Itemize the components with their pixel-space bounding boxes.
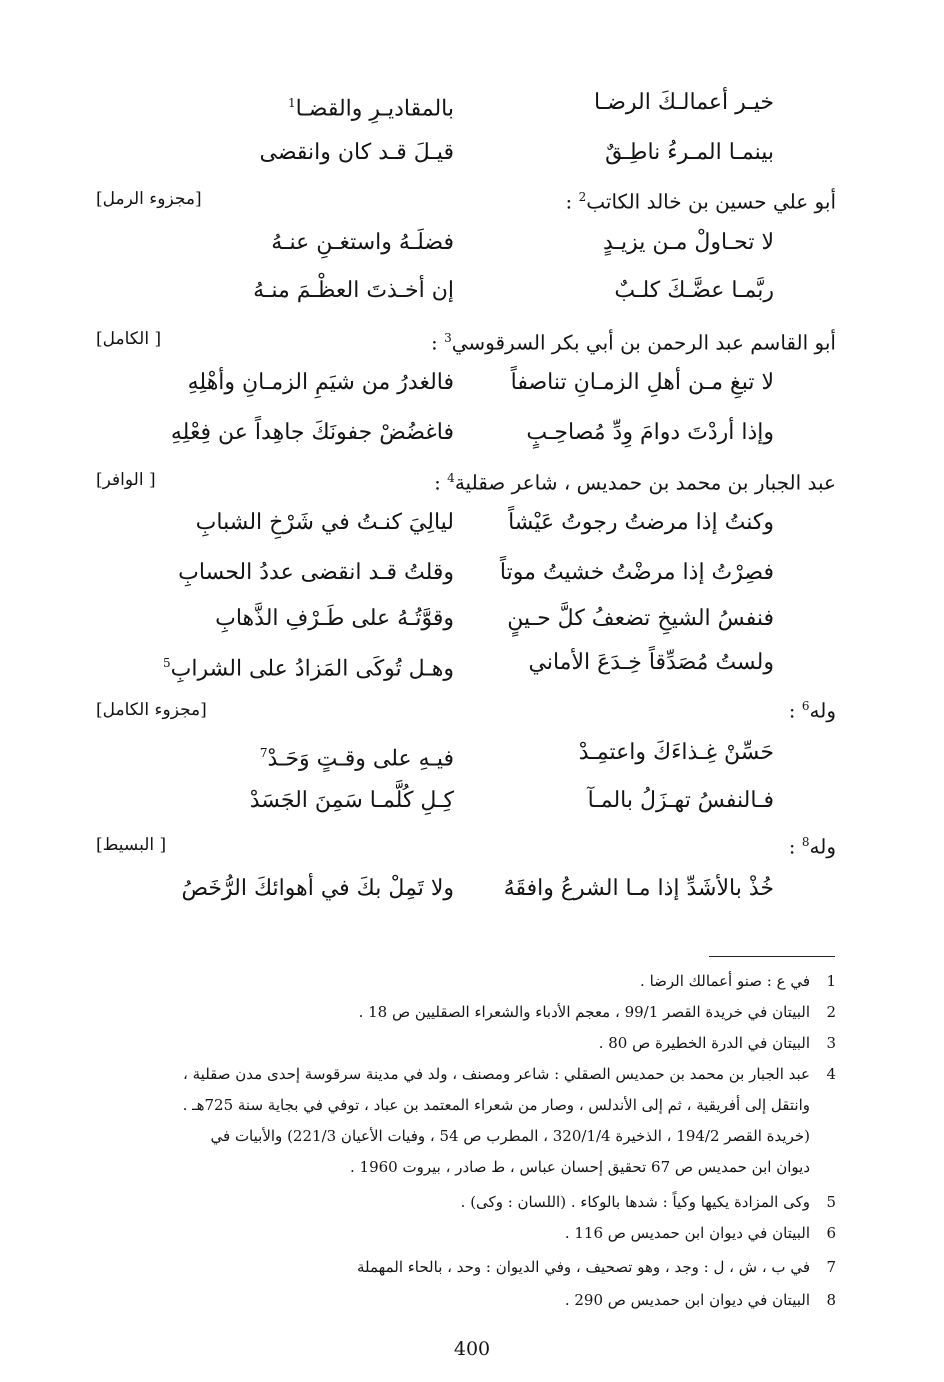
- footnote: [96, 1059, 836, 1090]
- footnote: [96, 966, 836, 997]
- verse-hemistich-right: وإذا أردْتَ دوامَ وِدِّ مُصاحِـبٍ: [526, 420, 774, 445]
- footnote-text: وكى المزادة يكيها وكياً : شدها بالوكاء . (اللسان : وكى) .: [460, 1193, 810, 1211]
- verse-hemistich-left: وهـل تُوكَى المَزادُ على الشرابِ$^5$: [163, 656, 454, 682]
- footnote-text: عبد الجبار بن محمد بن حمديس الصقلي : شاعر ومصنف ، ولد في مدينة سرقوسة إحدى مدن صقلية ،: [183, 1065, 810, 1083]
- footnote-text: في ع : صنو أعمالك الرضا .: [640, 972, 810, 990]
- meter-label: [ الوافر]: [96, 470, 156, 490]
- footnote-ref[interactable]: 2: [578, 190, 587, 204]
- verse-hemistich-left: فاغضُضْ جفونَكَ جاهِداً عن فِعْلِهِ: [170, 420, 454, 445]
- verse-hemistich-right: ولستُ مُصَدِّقاً خِـدَعَ الأماني: [528, 650, 774, 675]
- verse-hemistich-left: إن أخـذتَ العظْـمَ منـهُ: [253, 278, 454, 303]
- footnote-ref[interactable]: 8: [801, 835, 810, 849]
- footnote-text: البيتان في ديوان ابن حمديس ص 116 .: [564, 1224, 810, 1242]
- footnote: [96, 1252, 836, 1283]
- footnote-separator: [709, 956, 835, 957]
- footnote-ref[interactable]: 4: [447, 471, 455, 485]
- verse-hemistich-left: فضلَـهُ واستغـنِ عنـهُ: [271, 230, 454, 255]
- verse-hemistich-right: فصِرْتُ إذا مرضْتُ خشيتُ موتاً: [499, 560, 774, 585]
- poet-heading: وله$^8$ :: [788, 834, 836, 859]
- footnote-ref[interactable]: 7: [259, 746, 268, 760]
- poet-heading: أبو علي حسين بن خالد الكاتب$^2$ :: [565, 189, 836, 214]
- verse-hemistich-right: ربَّمـا عضَّـكَ كلـبٌ: [614, 278, 774, 303]
- footnote-ref[interactable]: 3: [444, 331, 452, 345]
- verse-hemistich-left: فيـهِ على وقـتٍ وَحَـدْ$^7$: [259, 746, 454, 772]
- footnote-number: 5: [826, 1193, 836, 1211]
- footnote-text: ديوان ابن حمديس ص 67 تحقيق إحسان عباس ، ط صادر ، بيروت 1960 .: [350, 1158, 810, 1176]
- footnote-number: 4: [826, 1065, 836, 1083]
- verse-hemistich-left: قيـلَ قـد كان وانقضى: [259, 140, 454, 165]
- verse-hemistich-left: وقوَّتُـهُ على طَـرْفِ الذَّهابِ: [215, 606, 454, 631]
- footnote-ref[interactable]: 5: [163, 656, 171, 670]
- footnote-text: وانتقل إلى أفريقية ، ثم إلى الأندلس ، وصار من شعراء المعتمد بن عباد ، توفي في بجاية سنة 725هـ .: [182, 1096, 810, 1114]
- verse-hemistich-left: ولا تَمِلْ بكَ في أهوائكَ الرُّخَصُ: [181, 876, 454, 901]
- footnote-number: 6: [826, 1224, 836, 1242]
- footnote-ref[interactable]: 6: [801, 699, 810, 713]
- footnote-number: 7: [826, 1258, 836, 1276]
- verse-hemistich-left: ليالِيَ كنـتُ في شَرْخِ الشبابِ: [195, 510, 454, 535]
- footnote-text: البيتان في خريدة القصر 99/1 ، معجم الأدباء والشعراء الصقليين ص 18 .: [358, 1003, 810, 1021]
- footnote-number: 2: [826, 1003, 836, 1021]
- verse-hemistich-left: بالمقاديـرِ والقضـا$^1$: [287, 96, 454, 122]
- footnote-number: 3: [826, 1034, 836, 1052]
- footnote: [96, 997, 836, 1028]
- verse-hemistich-right: فنفسُ الشيخِ تضعفُ كلَّ حـينٍ: [507, 606, 774, 631]
- footnote: [96, 1218, 836, 1249]
- footnote: [96, 1187, 836, 1218]
- meter-label: [ الكامل]: [96, 329, 162, 349]
- poet-heading: أبو القاسم عبد الرحمن بن أبي بكر السرقوسي$^3$ :: [430, 330, 836, 355]
- verse-hemistich-right: خيـر أعمالـكَ الرضـا: [594, 90, 774, 115]
- verse-hemistich-right: لا تحـاولْ مـن يزيـدٍ: [603, 230, 774, 255]
- verse-hemistich-left: وقلتُ قـد انقضى عددُ الحسابِ: [178, 560, 454, 585]
- verse-hemistich-right: خُذْ بالأشَدِّ إذا مـا الشرعُ وافقَهُ: [503, 876, 774, 901]
- verse-hemistich-right: لا تبغِ مـن أهلِ الزمـانِ تناصفاً: [510, 370, 774, 395]
- footnote-number: 8: [826, 1291, 836, 1309]
- verse-hemistich-right: وكنتُ إذا مرضتُ رجوتُ عَيْشاً: [508, 510, 774, 535]
- meter-label: [مجزوء الرمل]: [96, 189, 202, 209]
- footnote-text: البيتان في الدرة الخطيرة ص 80 .: [598, 1034, 810, 1052]
- footnote-text: في ب ، ش ، ل : وجد ، وهو تصحيف ، وفي الديوان : وحد ، بالحاء المهملة: [356, 1258, 810, 1276]
- meter-label: [ البسيط]: [96, 835, 167, 855]
- footnote-text: البيتان في ديوان ابن حمديس ص 290 .: [564, 1291, 810, 1309]
- footnote-ref[interactable]: 1: [287, 96, 296, 110]
- verse-hemistich-right: حَسِّنْ غِـذاءَكَ واعتمِـدْ: [578, 740, 774, 765]
- footnote: [96, 1285, 836, 1316]
- page-number: 400: [453, 1338, 491, 1360]
- footnote-text: (خريدة القصر 194/2 ، الذخيرة 320/1/4 ، المطرب ص 54 ، وفيات الأعيان 221/3) والأبيات في: [210, 1127, 810, 1145]
- verse-hemistich-left: كِـلِ كُلَّمـا سَمِنَ الجَسَدْ: [249, 788, 454, 813]
- verse-hemistich-left: فالغدرُ من شيَمِ الزمـانِ وأهْلِهِ: [187, 370, 454, 395]
- verse-hemistich-right: بينمـا المـرءُ ناطِـقٌ: [605, 140, 774, 165]
- meter-label: [مجزوء الكامل]: [96, 700, 207, 720]
- footnote-number: 1: [826, 972, 836, 990]
- poet-heading: وله$^6$ :: [788, 698, 836, 723]
- poet-heading: عبد الجبار بن محمد بن حمديس ، شاعر صقلية$^4$ :: [434, 470, 836, 495]
- verse-hemistich-right: فـالنفسُ تهـزَلُ بالمـآ: [587, 788, 774, 813]
- footnote: [96, 1028, 836, 1059]
